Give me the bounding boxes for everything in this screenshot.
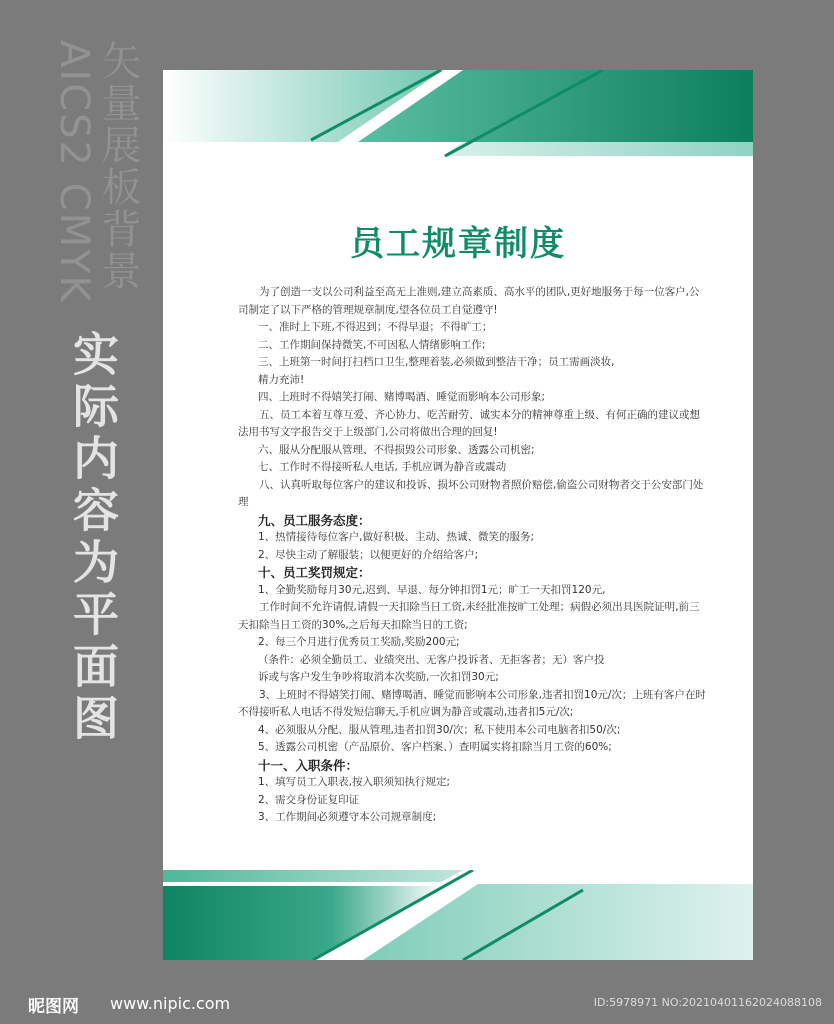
bottom-decoration [163,870,753,960]
side-real-text: 实际内容为平面图 [66,330,120,746]
rule-line: 2、尽快主动了解服装；以便更好的介绍给客户; [258,548,479,561]
rule-line: 四、上班时不得嬉笑打闹、赌博喝酒、睡觉而影响本公司形象; [258,391,546,403]
poster-title: 员工规章制度 [350,224,566,264]
rule-line: 五、员工本着互尊互爱、齐心协力、吃苦耐劳、诚实本分的精神尊重上级、有何正确的建议或想法用书写文字报告交于上级部门,公司将做出合理的回复! [238,408,700,438]
poster [163,70,753,960]
rule-line: 八、认真听取每位客户的建议和投诉、损坏公司财物者照价赔偿,偷盗公司财物者交于公安部门处理 [238,478,704,508]
rule-line: 精力充沛! [258,373,305,386]
side-ghost-line2: AICS2 CMYK [51,40,97,304]
rule-line: 3、工作期间必须遵守本公司规章制度; [258,811,437,823]
rules-content [238,284,708,827]
rule-line: 1、全勤奖励每月30元,迟到、早退、每分钟扣罚1元；旷工一天扣罚120元, [258,583,606,596]
rule-line: 七、工作时不得接听私人电话, 手机应调为静音或震动 [258,461,507,473]
nipic-logo: 昵图网 [28,997,79,1017]
section-heading: 十、员工奖罚规定： [258,565,371,580]
rule-line: 一、准时上下班,不得迟到；不得早退；不得旷工； [258,321,493,333]
rule-line: 3、上班时不得嬉笑打闹、赌博喝酒、睡觉而影响本公司形象,违者扣罚10元/次；上班有客户在时不得接听私人电话不得发短信聊天,手机应调为静音或震动,违者扣5元/次; [238,688,706,718]
rule-line: 为了创造一支以公司利益至高无上准则,建立高素质、高水平的团队,更好地服务于每一位客户,公司制定了以下严格的管理规章制度,望各位员工自觉遵守! [238,286,700,316]
top-decoration [163,70,753,160]
bottom-band-top [163,870,463,882]
rule-line: 工作时间不允许请假,请假一天扣除当日工资,未经批准按旷工处理；病假必须出具医院证明,前三天扣除当日工资的30%,之后每天扣除当日的工资; [238,601,700,631]
top-band-pale [443,142,753,156]
rule-line: 诉或与客户发生争吵将取消本次奖励,一次扣罚30元; [258,671,499,683]
rule-line: 六、服从分配服从管理、不得损毁公司形象、透露公司机密; [258,443,535,456]
rule-line: 4、必须服从分配、服从管理,违者扣罚30/次；私下使用本公司电脑者扣50/次; [258,723,621,736]
rule-line: 2、每三个月进行优秀员工奖励,奖励200元; [258,636,460,648]
side-ghost-text [52,40,140,304]
rule-line: 1、填写员工入职表,按入职须知执行规定; [258,776,451,788]
rule-line: 5、透露公司机密（产品原价、客户档案、）查明属实将扣除当月工资的60%; [258,741,612,753]
rule-line: 2、需交身份证复印证 [258,793,360,806]
site-url: www.nipic.com [110,994,231,1013]
rule-line: 二、工作期间保持微笑,不可因私人情绪影响工作; [258,338,486,351]
rule-line: （条件：必须全勤员工、业绩突出、无客户投诉者、无拒客者；无）客户投 [258,653,605,666]
side-ghost-line1: 矢量展板背景 [95,40,141,292]
section-heading: 十一、入职条件： [258,757,359,773]
watermark-footer [0,990,834,1018]
section-heading: 九、员工服务态度： [258,512,371,528]
image-id: ID:5978971 NO:20210401162024088108 [593,996,822,1009]
rule-line: 三、上班第一时间打扫档口卫生,整理着装,必须做到整洁干净；员工需画淡妆, [258,356,615,368]
rule-line: 1、热情接待每位客户,做好积极、主动、热诚、微笑的服务; [258,531,535,543]
